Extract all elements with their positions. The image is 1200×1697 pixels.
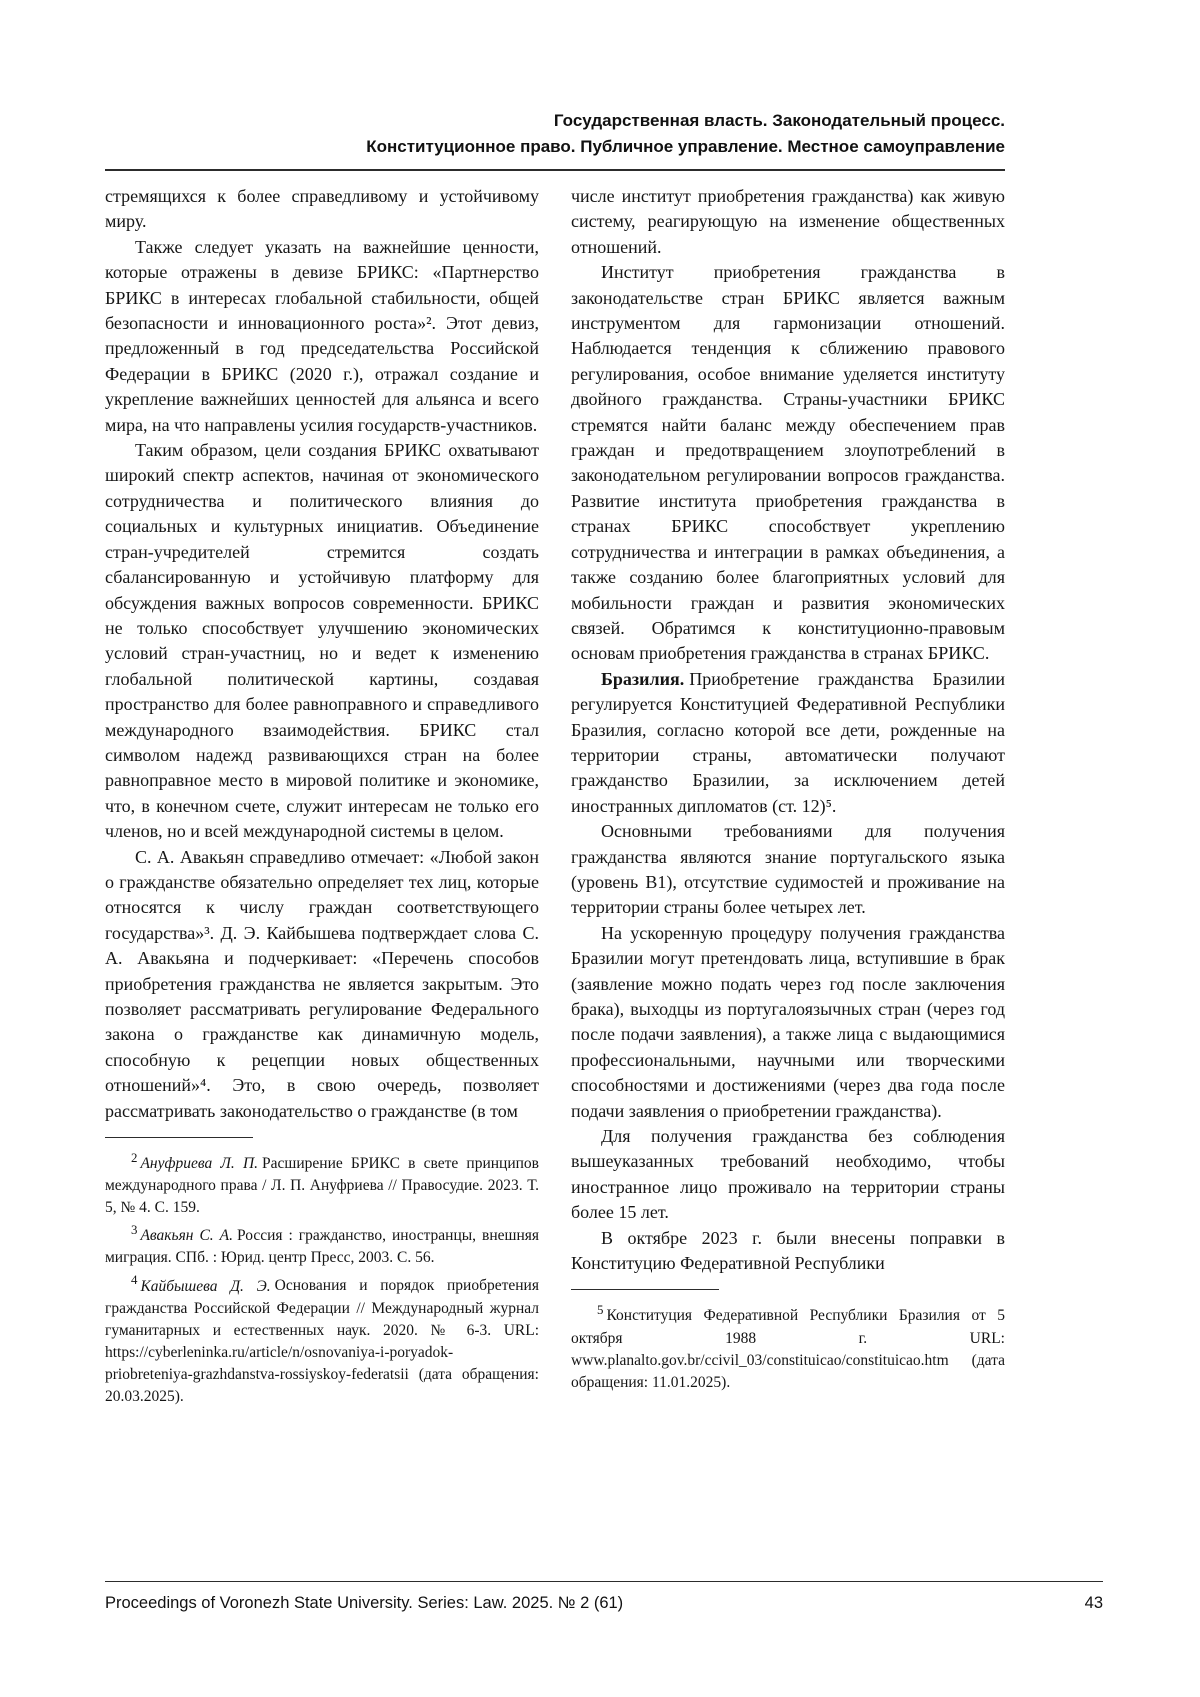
paragraph: Основными требованиями для получения гражданства являются знание португальского языка (уровень B1), отсутствие судимостей и проживание на территории страны более четырех лет. xyxy=(571,821,1005,918)
footnote xyxy=(105,1147,539,1219)
footnote xyxy=(105,1269,539,1407)
footnotes-left xyxy=(105,1147,539,1407)
footnote-marker: 3 xyxy=(131,1222,138,1238)
footnote-text: Россия : гражданство, иностранцы, внешняя миграция. СПб. : Юрид. центр Пресс, 2003. С. 56. xyxy=(105,1227,539,1267)
right-column xyxy=(571,184,1005,1408)
header-rule xyxy=(105,169,1005,171)
footnote xyxy=(571,1299,1005,1393)
footnote-marker: 2 xyxy=(131,1150,138,1166)
running-head xyxy=(105,108,1005,160)
footer-rule xyxy=(105,1581,1103,1582)
footnote-text: Основания и порядок приобретения гражданства Российской Федерации // Международный журнал гуманитарных и естественных наук. 2020. № 6-3. URL: https://cyberleninka.ru/article/n/osnovaniya-i-poryadok-priobreteniya-grazhdanstva-rossiyskoy-federatsii (дата обращения: 20.03.2025). xyxy=(105,1277,539,1405)
paragraph-text: Приобретение гражданства Бразилии регулируется Конституцией Федеративной Республики Бразилия, согласно которой все дети, рожденные на территории страны, автоматически получают гражданство Бразилии, за исключением детей иностранных дипломатов (ст. 12)⁵. xyxy=(571,668,1005,816)
footer-journal-title: Proceedings of Voronezh State University. Series: Law. 2025. № 2 (61) xyxy=(105,1594,624,1612)
footnote-author: Авакьян С. А. xyxy=(140,1227,233,1245)
running-head-line2: Конституционное право. Публичное управление. Местное самоуправление xyxy=(366,137,1005,156)
paragraph: числе институт приобретения гражданства) как живую систему, реагирующую на изменение общественных отношений. xyxy=(571,186,1005,257)
running-head-line1: Государственная власть. Законодательный процесс. xyxy=(553,111,1005,130)
footnotes-right xyxy=(571,1299,1005,1393)
two-column-body xyxy=(105,184,1005,1408)
footnote-separator xyxy=(105,1137,253,1138)
footnote-text: Расширение БРИКС в свете принципов международного права / Л. П. Ануфриева // Правосудие. 2023. Т. 5, № 4. С. 159. xyxy=(105,1155,540,1217)
paragraph: С. А. Авакьян справедливо отмечает: «Любой закон о гражданстве обязательно определяет тех лиц, которые относятся к числу граждан соответствующего государства»³. Д. Э. Кайбышева подтверждает слова С. А. Авакьяна и подчеркивает: «Перечень способов приобретения гражданства не является закрытым. Это позволяет рассматривать регулирование Федерального закона о гражданстве как динамичную модель, способную к рецепции новых общественных отношений»⁴. Это, в свою очередь, позволяет рассматривать законодательство о гражданстве (в том xyxy=(105,846,539,1121)
paragraph: На ускоренную процедуру получения гражданства Бразилии могут претендовать лица, вступившие в брак (заявление можно подать через год после заключения брака), выходцы из португалоязычных стран (через год после подачи заявления), а также лица с выдающимися профессиональными, научными или творческими способностями и достижениями (через два года после подачи заявления о приобретении гражданства). xyxy=(571,922,1005,1121)
footnote-author: Ануфриева Л. П. xyxy=(140,1155,259,1173)
footnote xyxy=(105,1219,539,1269)
paragraph: Также следует указать на важнейшие ценности, которые отражены в девизе БРИКС: «Партнерство БРИКС в интересах глобальной стабильности, общей безопасности и инновационного роста»². Этот девиз, предложенный в год председательства Российской Федерации в БРИКС (2020 г.), отражал создание и укрепление важнейших ценностей для альянса и всего мира, на что направлены усилия государств-участников. xyxy=(105,236,539,435)
footnote-marker: 4 xyxy=(131,1272,138,1288)
paragraph-brazil xyxy=(571,667,1005,819)
footnote-author: Кайбышева Д. Э. xyxy=(140,1277,271,1295)
left-column xyxy=(105,184,539,1408)
footnote-marker: 5 xyxy=(597,1302,604,1318)
paragraph: В октябре 2023 г. были внесены поправки в Конституцию Федеративной Республики xyxy=(571,1227,1005,1274)
paragraph-lead: Бразилия. xyxy=(601,668,685,689)
footnote-separator xyxy=(571,1289,719,1290)
paragraph: стремящихся к более справедливому и устойчивому миру. xyxy=(105,186,539,232)
paragraph: Таким образом, цели создания БРИКС охватывают широкий спектр аспектов, начиная от экономического сотрудничества и политического влияния до социальных и культурных инициатив. Объединение стран-учредителей стремится создать сбалансированную и устойчивую платформу для обсуждения важных вопросов современности. БРИКС не только способствует улучшению экономических условий стран-участниц, но и ведет к изменению глобальной политической картины, создавая пространство для более равноправного и справедливого международного взаимодействия. БРИКС стал символом надежд развивающихся стран на более равноправное место в мировой политике и экономике, что, в конечном счете, служит интересам не только его членов, но и всей международной системы в целом. xyxy=(105,440,539,842)
page-footer xyxy=(105,1594,1103,1613)
footnote-text: Конституция Федеративной Республики Бразилия от 5 октября 1988 г. URL: www.planalto.gov.br/ccivil_03/constituicao/constituicao.htm (дата обращения: 11.01.2025). xyxy=(571,1307,1005,1391)
paragraph: Институт приобретения гражданства в законодательстве стран БРИКС является важным инструментом для гармонизации отношений. Наблюдается тенденция к сближению правового регулирования, особое внимание уделяется институту двойного гражданства. Страны-участники БРИКС стремятся найти баланс между обеспечением прав граждан и предотвращением злоупотреблений в законодательном регулировании вопросов гражданства. Развитие института приобретения гражданства в странах БРИКС способствует укреплению сотрудничества и интеграции в рамках объединения, а также созданию более благоприятных условий для мобильности граждан и развития экономических связей. Обратимся к конституционно-правовым основам приобретения гражданства в странах БРИКС. xyxy=(571,262,1005,664)
page-number: 43 xyxy=(1084,1594,1103,1612)
paragraph: Для получения гражданства без соблюдения вышеуказанных требований необходимо, чтобы иностранное лицо проживало на территории страны более 15 лет. xyxy=(571,1126,1005,1223)
